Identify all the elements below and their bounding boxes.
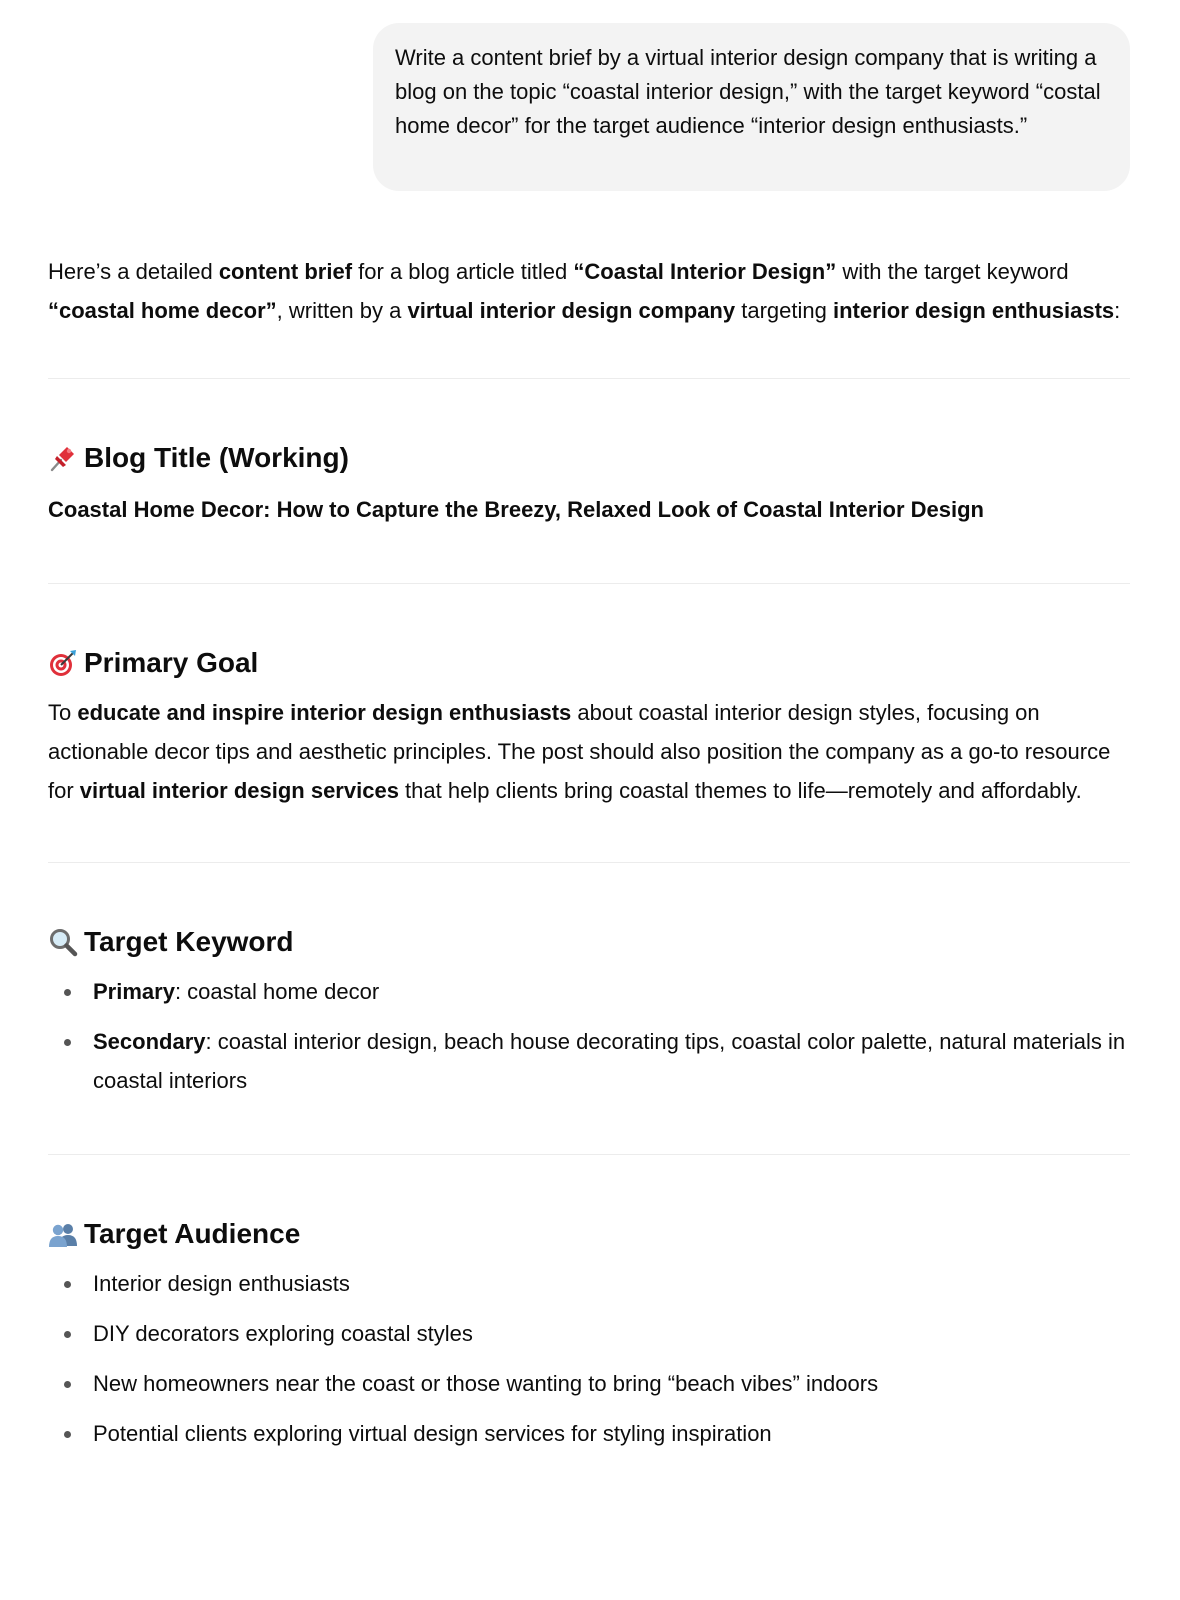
list-item [48,972,1130,1011]
keyword-value: : coastal interior design, beach house decorating tips, coastal color palette, natural materials in coastal interiors [93,1029,1126,1093]
blog-title-heading [48,440,1130,476]
primary-goal-heading-text: Primary Goal [84,647,259,678]
intro-text: targeting [735,298,833,323]
pushpin-icon [48,443,78,473]
target-keyword-heading [48,924,1130,960]
intro-text: with the target keyword [836,259,1069,284]
keyword-label: Secondary [93,1029,206,1054]
section-divider [48,862,1130,863]
intro-text: : [1114,298,1121,323]
user-message-bubble [373,23,1130,191]
blog-working-title: Coastal Home Decor: How to Capture the Breezy, Relaxed Look of Coastal Interior Design [48,497,984,522]
intro-text: , written by a [276,298,408,323]
section-divider [48,583,1130,584]
keyword-label: Primary [93,979,175,1004]
primary-goal-paragraph [48,693,1130,810]
intro-paragraph [48,252,1130,330]
people-icon [48,1219,78,1249]
list-item: DIY decorators exploring coastal styles [48,1314,1130,1353]
intro-bold: interior design enthusiasts [832,298,1115,323]
target-audience-heading [48,1216,1130,1252]
list-item [48,1022,1130,1100]
list-item: New homeowners near the coast or those wanting to bring “beach vibes” indoors [48,1364,1130,1403]
intro-bold: “Coastal Interior Design” [573,259,837,284]
list-item: Interior design enthusiasts [48,1264,1130,1303]
magnifier-icon [48,927,78,957]
intro-text: Here’s a detailed [48,259,219,284]
target-icon [48,648,78,678]
goal-text: that help clients bring coastal themes to life—remotely and affordably. [398,778,1082,803]
user-message-text: Write a content brief by a virtual interior design company that is writing a blog on the topic “coastal interior design,” with the target keyword “costal home decor” for the target audience “interior design enthusiasts.” [395,45,1101,138]
target-audience-list [48,1264,1130,1453]
intro-text: for a blog article titled [352,259,574,284]
target-keyword-heading-text: Target Keyword [84,926,294,957]
goal-bold: educate and inspire interior design enthusiasts [77,700,572,725]
goal-text: To [48,700,78,725]
section-divider [48,1154,1130,1155]
section-divider [48,378,1130,379]
list-item: Potential clients exploring virtual design services for styling inspiration [48,1414,1130,1453]
primary-goal-heading [48,645,1130,681]
target-audience-heading-text: Target Audience [84,1218,301,1249]
intro-bold: “coastal home decor” [48,298,277,323]
intro-bold: virtual interior design company [407,298,736,323]
assistant-response [48,252,1130,1453]
target-keyword-list [48,972,1130,1100]
goal-text: about coastal interior design styles, focusing on actionable decor tips and aesthetic principles. The post should also position the company as a go-to resource for [48,700,1111,803]
blog-title-heading-text: Blog Title (Working) [84,442,349,473]
goal-bold: virtual interior design services [79,778,399,803]
keyword-value: : coastal home decor [174,979,380,1004]
intro-bold: content brief [218,259,353,284]
